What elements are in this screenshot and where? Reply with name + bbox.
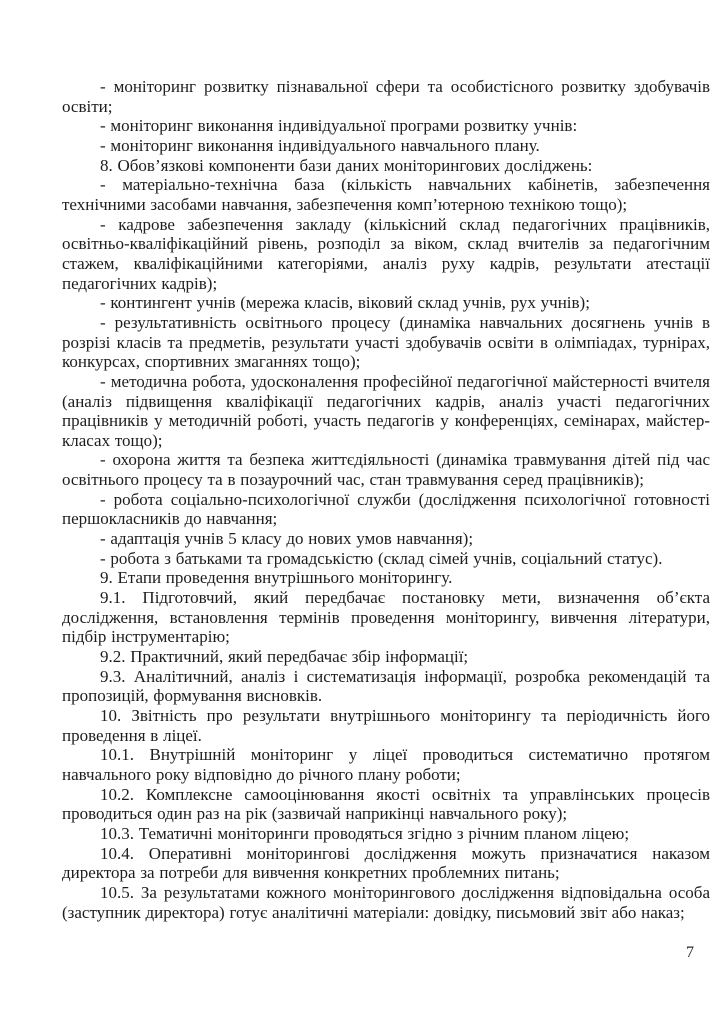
paragraph: - матеріально-технічна база (кількість навчальних кабінетів, забезпечення технічними засобами навчання, забезпечення комп’ютерною технікою тощо); <box>62 175 710 214</box>
paragraph: - робота з батьками та громадськістю (склад сімей учнів, соціальний статус). <box>100 548 663 568</box>
paragraph: - моніторинг виконання індивідуальної програми розвитку учнів: <box>100 116 578 136</box>
paragraph: 8. Обов’язкові компоненти бази даних моніторингових досліджень: <box>100 155 593 175</box>
paragraph: 10.1. Внутрішній моніторинг у ліцеї проводиться систематично протягом навчального року відповідно до річного плану роботи; <box>62 745 710 784</box>
paragraph: - кадрове забезпечення закладу (кількісний склад педагогічних працівників, освітньо-кваліфікаційний рівень, розподіл за віком, склад вчителів за педагогічним стажем, кваліфікаційними категоріями, аналіз руху кадрів, результати атестації педагогічних кадрів); <box>62 214 710 293</box>
paragraph: 9. Етапи проведення внутрішнього моніторингу. <box>100 568 453 588</box>
paragraph: 9.1. Підготовчий, який передбачає постановку мети, визначення об’єкта дослідження, встановлення термінів проведення моніторингу, вивчення літератури, підбір інструментарію; <box>62 588 710 647</box>
paragraph: 10.5. За результатами кожного моніторингового дослідження відповідальна особа (заступник директора) готує аналітичні матеріали: довідку, письмовий звіт або наказ; <box>62 882 710 922</box>
paragraph: - моніторинг розвитку пізнавальної сфери та особистісного розвитку здобувачів освіти; <box>62 77 710 116</box>
document-body <box>62 77 710 922</box>
paragraph: - моніторинг виконання індивідуального навчального плану. <box>100 135 540 155</box>
paragraph: - результативність освітнього процесу (динаміка навчальних досягнень учнів в розрізі класів та предметів, результати участі здобувачів освіти в олімпіадах, турнірах, конкурсах, спортивних змаганнях тощо); <box>62 312 710 372</box>
paragraph: 9.3. Аналітичний, аналіз і систематизація інформації, розробка рекомендацій та пропозицій, формування висновків. <box>62 666 710 706</box>
paragraph: 10.2. Комплексне самооцінювання якості освітніх та управлінських процесів проводиться один раз на рік (зазвичай наприкінці навчального року); <box>62 784 710 824</box>
paragraph: - охорона життя та безпека життєдіяльності (динаміка травмування дітей під час освітнього процесу та в позаурочний час, стан травмування серед працівників); <box>62 450 710 490</box>
paragraph: 10.3. Тематичні моніторинги проводяться згідно з річним планом ліцею; <box>100 823 630 843</box>
page-number: 7 <box>686 944 694 961</box>
paragraph: - робота соціально-психологічної служби (дослідження психологічної готовності першокласників до навчання; <box>62 489 710 529</box>
paragraph: - контингент учнів (мережа класів, віковий склад учнів, рух учнів); <box>100 293 590 313</box>
paragraph: - методична робота, удосконалення професійної педагогічної майстерності вчителя (аналіз підвищення кваліфікації педагогічних кадрів, аналіз участі педагогічних працівників у методичній роботі, участь педагогів у конференціях, семінарах, майстер-класах тощо); <box>62 371 710 450</box>
paragraph: 10.4. Оперативні моніторингові дослідження можуть призначатися наказом директора за потреби для вивчення конкретних проблемних питань; <box>62 843 710 883</box>
paragraph: - адаптація учнів 5 класу до нових умов навчання); <box>100 529 474 549</box>
paragraph: 9.2. Практичний, який передбачає збір інформації; <box>100 647 469 667</box>
paragraph: 10. Звітність про результати внутрішнього моніторингу та періодичність його проведення в ліцеї. <box>62 706 710 745</box>
